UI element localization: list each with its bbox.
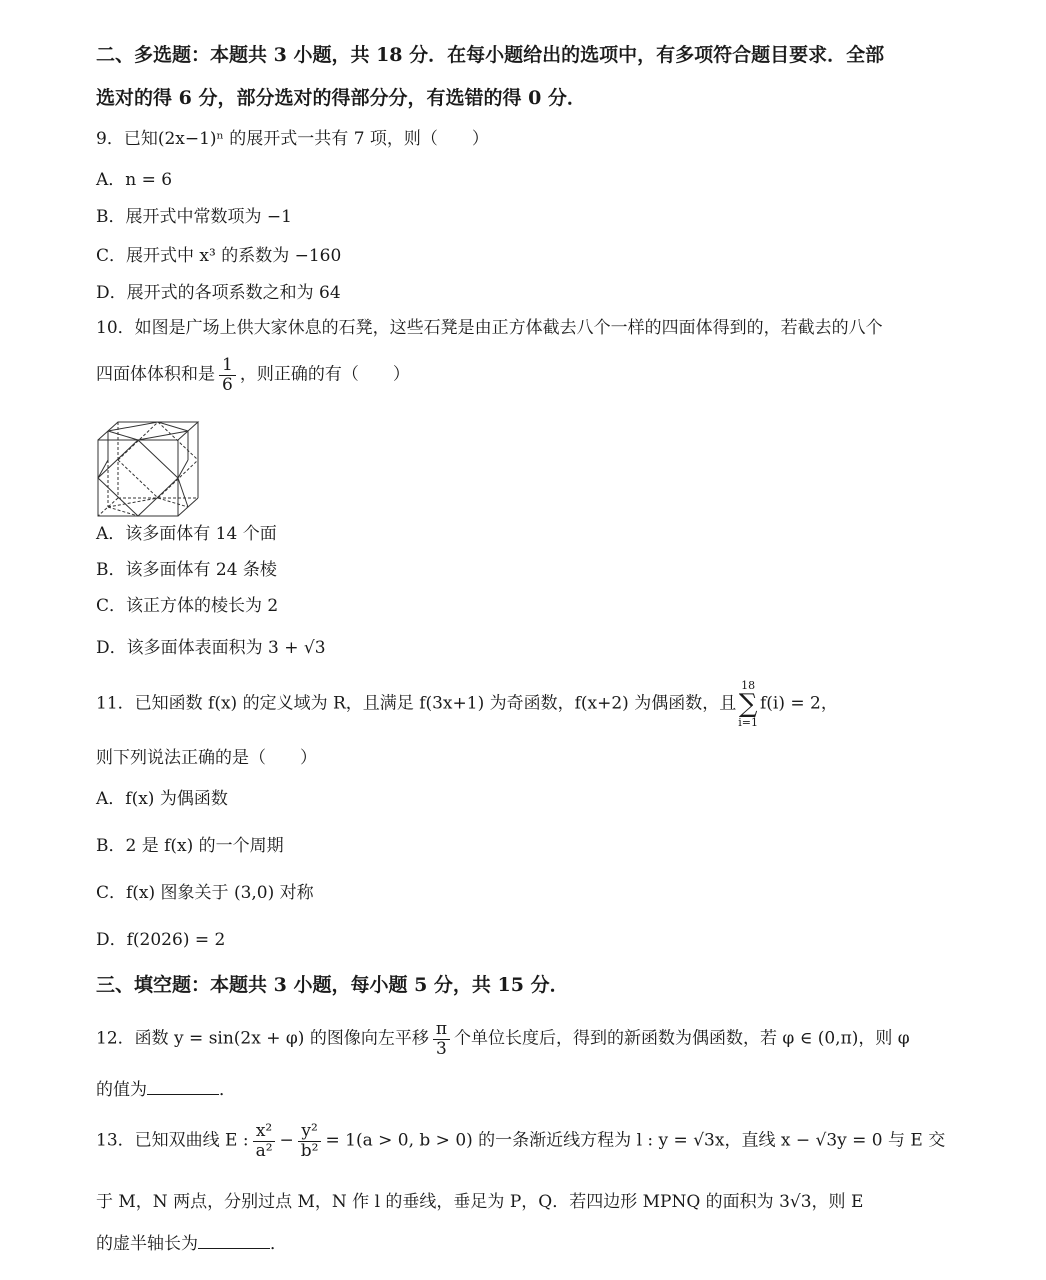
q9-stem: 9．已知(2x−1)ⁿ 的展开式一共有 7 项，则（ ） — [96, 129, 489, 149]
q12-line2-text: 的值为 — [96, 1080, 147, 1100]
q13-f1-den: a² — [255, 1140, 273, 1161]
q13-f2-den: b² — [300, 1140, 319, 1161]
q11-option-a: A．f(x) 为偶函数 — [96, 789, 228, 809]
q10-option-b: B．该多面体有 24 条棱 — [96, 560, 277, 580]
section2-heading-line2: 选对的得 6 分，部分选对的得部分分，有选错的得 0 分． — [96, 87, 586, 109]
q11-stem-line1 — [96, 680, 838, 728]
section3-heading: 三、填空题：本题共 3 小题，每小题 5 分，共 15 分． — [96, 974, 569, 996]
q10-option-a: A．该多面体有 14 个面 — [96, 524, 277, 544]
q12-stem-line1 — [96, 1020, 910, 1058]
q12-frac-den: 3 — [436, 1038, 447, 1059]
q12-stem-prefix: 12．函数 y = sin(2x + φ) 的图像向左平移 — [96, 1028, 429, 1049]
q10-stem-suffix: ，则正确的有（ ） — [239, 364, 410, 385]
q12-frac-num: π — [433, 1020, 450, 1040]
q13-minus: − — [279, 1130, 294, 1151]
q11-stem-part1: 11．已知函数 f(x) 的定义域为 R，且满足 f(3x+1) 为奇函数，f(x+2) 为偶函数，且 — [96, 693, 737, 714]
q10-stem-line2 — [96, 356, 410, 394]
q13-f1-num: x² — [253, 1122, 275, 1142]
q13-line3-text: 的虚半轴长为 — [96, 1234, 198, 1254]
q9-option-d: D．展开式的各项系数之和为 64 — [96, 283, 341, 303]
cut-edges — [98, 422, 188, 516]
q10-option-c: C．该正方体的棱长为 2 — [96, 596, 279, 616]
q13-stem-line1 — [96, 1122, 945, 1160]
q11-stem-line2: 则下列说法正确的是（ ） — [96, 748, 317, 768]
q9-option-a: A．n = 6 — [96, 170, 173, 190]
q13-line3 — [96, 1236, 287, 1253]
q13-line3-end: ． — [270, 1234, 287, 1254]
q11-sum-symbol: ∑ — [738, 689, 758, 719]
q10-frac-den: 6 — [222, 374, 233, 395]
q13-fraction-x — [253, 1122, 276, 1160]
q9-option-b: B．展开式中常数项为 −1 — [96, 207, 292, 227]
q10-option-d: D．该多面体表面积为 3 + √3 — [96, 638, 326, 658]
q12-line2 — [96, 1082, 236, 1099]
q13-prefix: 13．已知双曲线 E : — [96, 1130, 249, 1151]
q13-suffix: = 1(a > 0, b > 0) 的一条渐近线方程为 l : y = √3x，直线 x − √3y = 0 与 E 交 — [325, 1130, 946, 1151]
q10-frac-num: 1 — [219, 356, 236, 376]
q11-summation — [738, 680, 758, 728]
q10-fraction — [219, 356, 236, 394]
q12-fraction — [433, 1020, 450, 1058]
q12-stem-suffix: 个单位长度后，得到的新函数为偶函数，若 φ ∈ (0,π)，则 φ — [454, 1028, 910, 1049]
q10-stem-line1: 10．如图是广场上供大家休息的石凳，这些石凳是由正方体截去八个一样的四面体得到的，若截去的八个 — [96, 318, 883, 338]
q11-option-d: D．f(2026) = 2 — [96, 930, 226, 950]
section2-heading-line1: 二、多选题：本题共 3 小题，共 18 分．在每小题给出的选项中，有多项符合题目要求．全部 — [96, 44, 885, 66]
q13-fraction-y — [298, 1122, 322, 1160]
q13-f2-num: y² — [298, 1122, 320, 1142]
q12-answer-blank[interactable] — [147, 1094, 219, 1095]
q11-sum-lower: i=1 — [738, 716, 758, 729]
q9-option-c: C．展开式中 x³ 的系数为 −160 — [96, 246, 342, 266]
q11-option-c: C．f(x) 图象关于 (3,0) 对称 — [96, 883, 314, 903]
q11-stem-part2: f(i) = 2， — [759, 693, 838, 714]
q11-option-b: B．2 是 f(x) 的一个周期 — [96, 836, 284, 856]
q13-stem-line2: 于 M，N 两点，分别过点 M，N 作 l 的垂线，垂足为 P，Q．若四边形 MPNQ 的面积为 3√3，则 E — [96, 1192, 864, 1212]
q11-sum-upper: 18 — [741, 679, 756, 692]
q12-line2-end: ． — [219, 1080, 236, 1100]
truncated-cube-figure — [96, 420, 200, 518]
q13-answer-blank[interactable] — [198, 1248, 270, 1249]
q10-stem-prefix: 四面体体积和是 — [96, 364, 215, 385]
